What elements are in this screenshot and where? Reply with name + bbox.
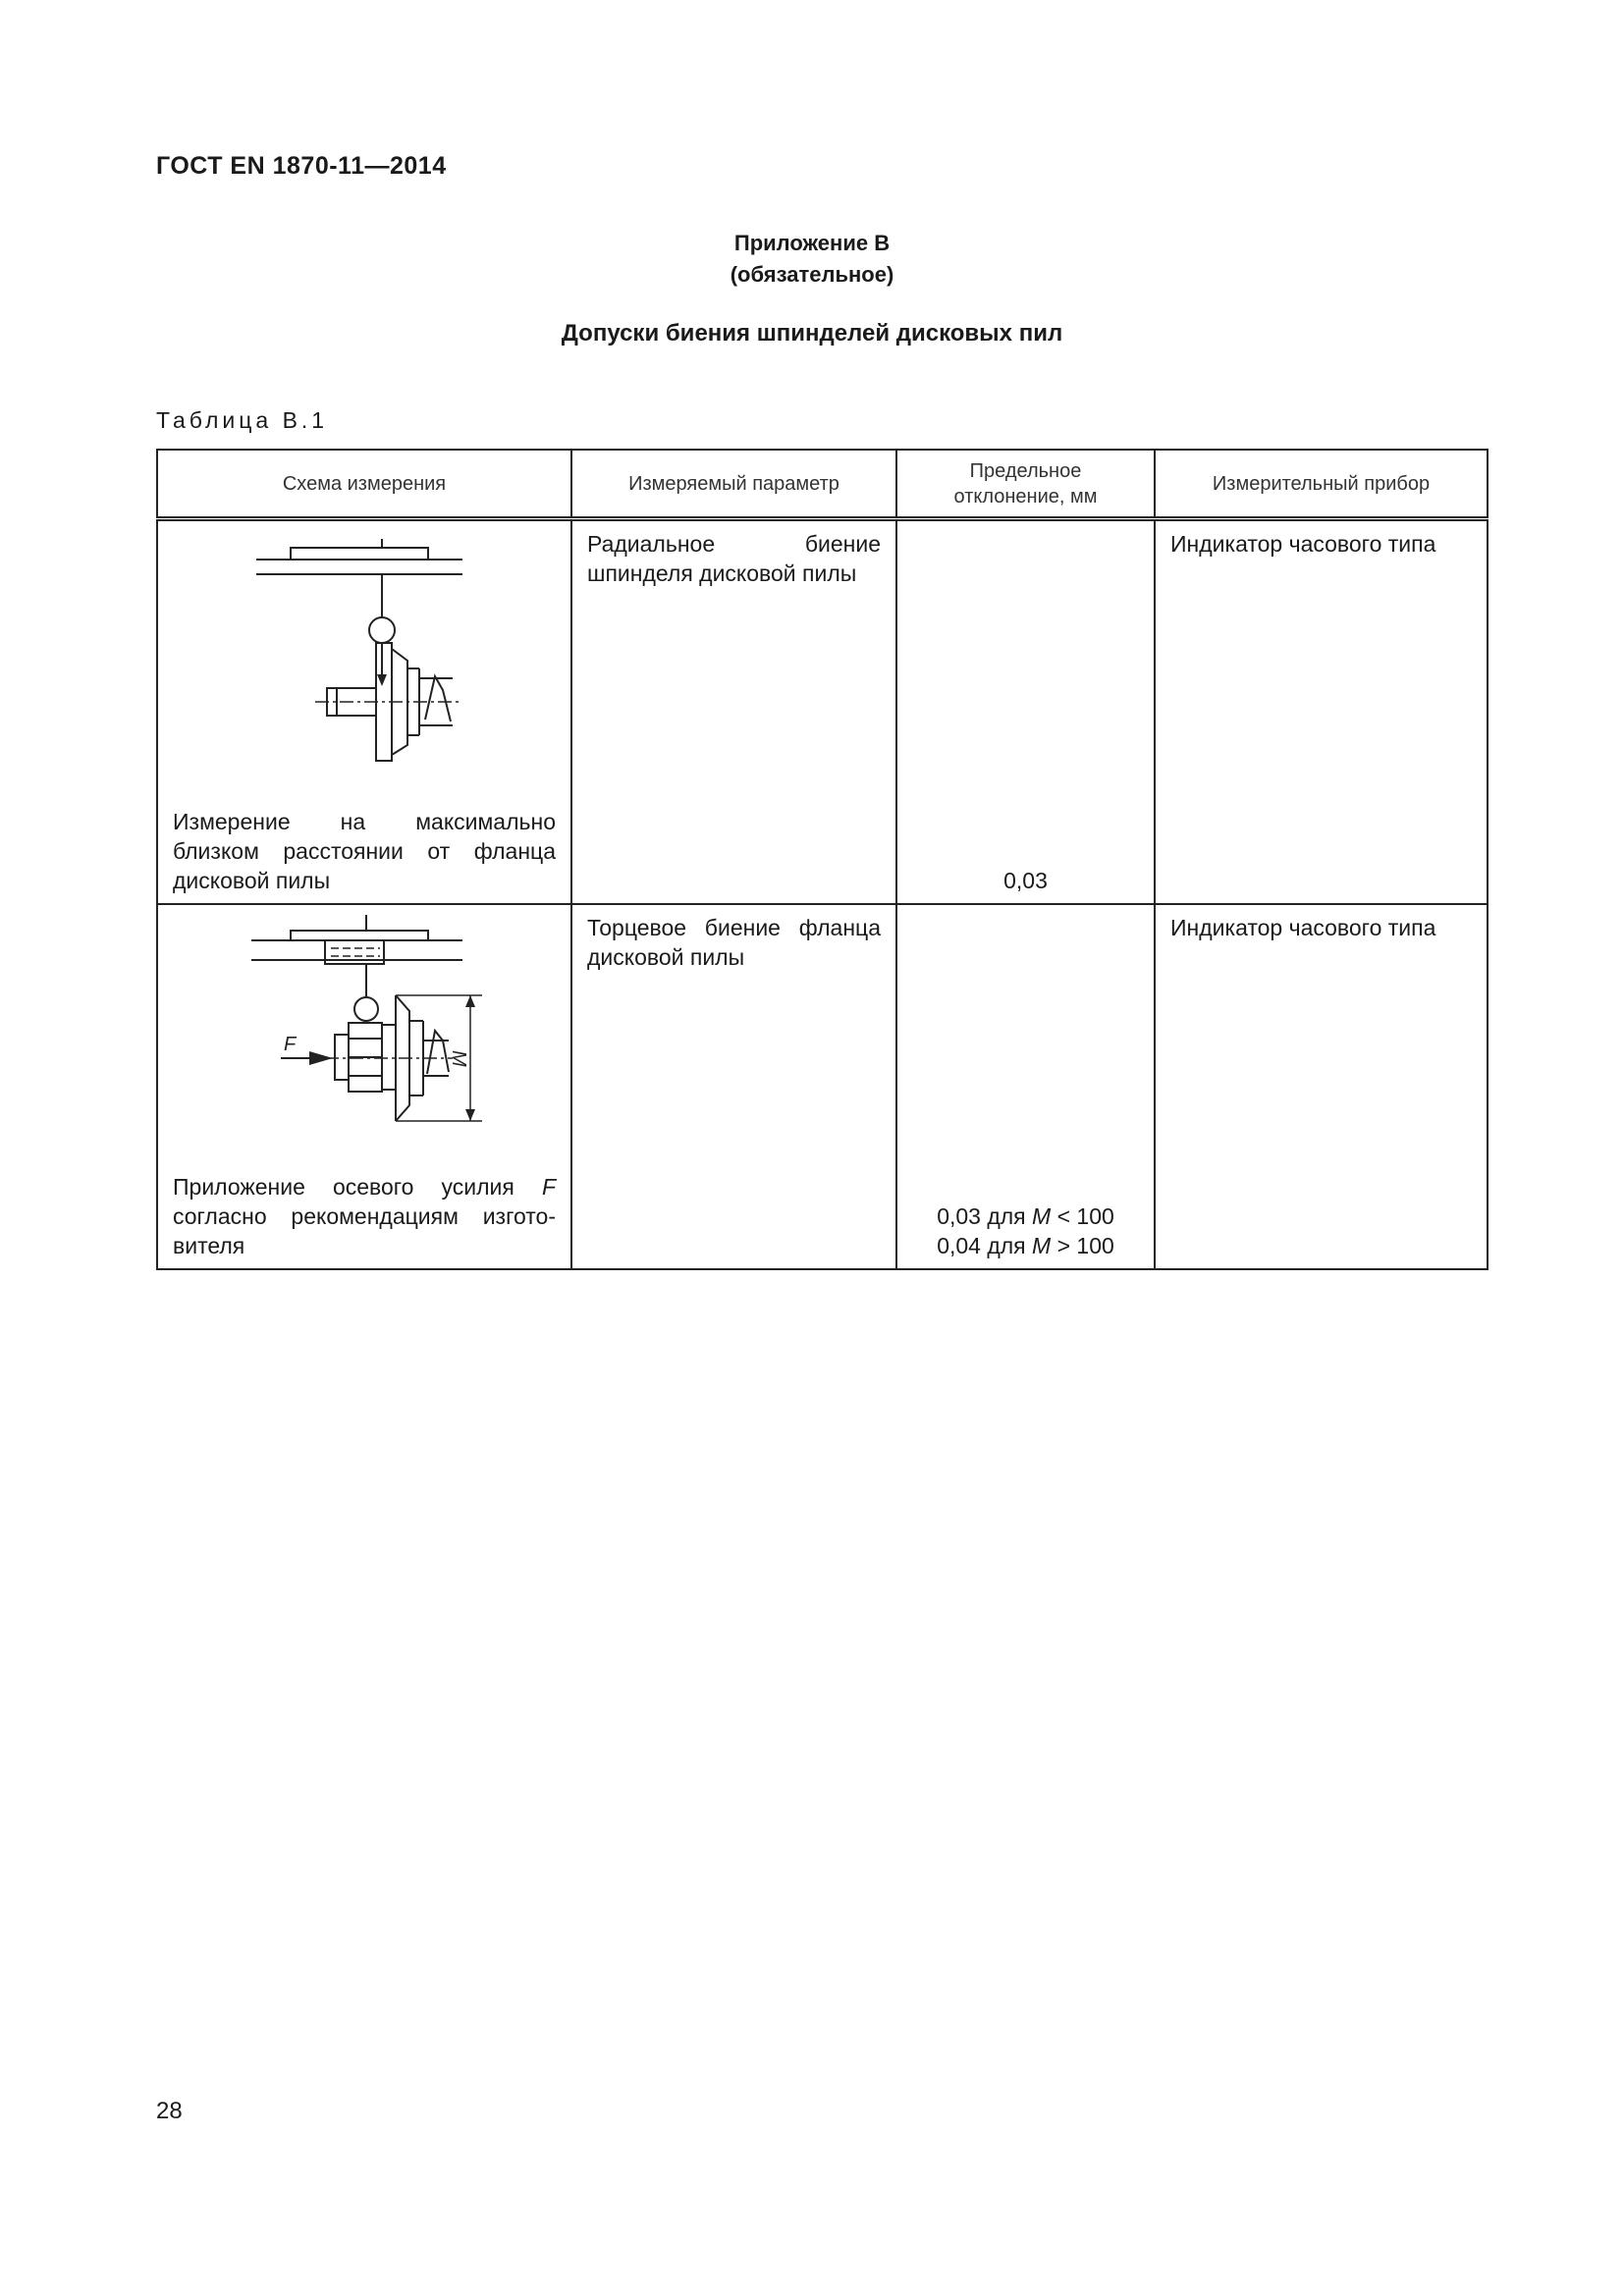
table-header-row <box>157 450 1488 519</box>
appendix-status: (обязательное) <box>730 262 894 287</box>
deviation-cell <box>896 519 1155 904</box>
parameter-text: Радиальное биение шпинделя дисковой пилы <box>587 531 881 586</box>
header-deviation: Предельное отклонение, мм <box>896 450 1155 519</box>
instrument-text: Индикатор часового типа <box>1170 914 1436 940</box>
scheme-cell <box>157 904 571 1269</box>
deviation-values <box>897 1201 1154 1260</box>
axial-runout-diagram <box>158 905 570 1141</box>
appendix-heading <box>0 228 1624 291</box>
instrument-cell <box>1155 519 1488 904</box>
section-title: Допуски биения шпинделей дисковых пил <box>561 320 1063 347</box>
caption-text-1: Приложение осевого усилия <box>173 1173 542 1200</box>
document-code: ГОСТ EN 1870-11—2014 <box>156 152 447 180</box>
runout-table <box>156 449 1489 1270</box>
header-instrument: Измерительный прибор <box>1155 450 1488 519</box>
parameter-cell <box>571 519 896 904</box>
dimension-label: M <box>448 1049 469 1067</box>
scheme-caption: Измерение на максимально близком расстоянии от фланца дисковой пилы <box>173 808 556 893</box>
parameter-cell <box>571 904 896 1269</box>
scheme-cell <box>157 519 571 904</box>
deviation-line-2: 0,04 для M > 100 <box>937 1232 1114 1258</box>
deviation-line-1: 0,03 для M < 100 <box>937 1202 1114 1229</box>
appendix-title: Приложение B <box>733 231 891 255</box>
instrument-text: Индикатор часового типа <box>1170 531 1436 557</box>
page-number: 28 <box>156 2098 183 2124</box>
deviation-value: 0,03 <box>1003 867 1048 893</box>
radial-runout-diagram <box>158 521 570 776</box>
header-scheme: Схема измерения <box>157 450 571 519</box>
caption-text-2: согласно рекомендациям изгото-вителя <box>173 1202 556 1258</box>
caption-force-var: F <box>541 1173 556 1200</box>
table-row <box>157 904 1488 1269</box>
table-label: Таблица B.1 <box>156 407 329 433</box>
parameter-text: Торцевое биение фланца дисковой пилы <box>587 914 881 970</box>
deviation-cell <box>896 904 1155 1269</box>
force-label: F <box>284 1033 297 1055</box>
instrument-cell <box>1155 904 1488 1269</box>
scheme-caption <box>173 1172 556 1260</box>
table-row <box>157 519 1488 904</box>
header-parameter: Измеряемый параметр <box>571 450 896 519</box>
